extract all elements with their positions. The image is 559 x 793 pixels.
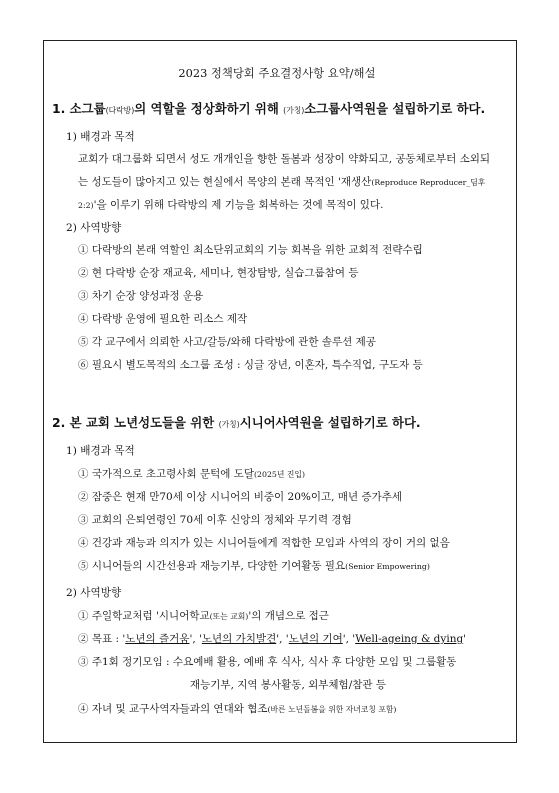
list-item-goals xyxy=(78,632,466,646)
list-item-note: (바른 노년돌봄을 위한 자녀코칭 포함) xyxy=(267,705,397,714)
goal-well-ageing: Well-ageing & dying xyxy=(355,633,464,645)
list-item-note: (또는 교회) xyxy=(209,612,249,621)
paragraph-note: (Reproduce Reproducer_딤후 xyxy=(371,178,486,187)
list-item xyxy=(78,609,329,624)
section-2-heading-note: (가칭) xyxy=(218,420,240,429)
section-1-background-text xyxy=(78,198,383,213)
list-item: ③ 교회의 은퇴연령인 70세 이후 신앙의 정체와 무기력 경험 xyxy=(78,514,352,526)
goal-joy: 노년의 즐거움 xyxy=(125,633,190,645)
list-item-continuation: 재능기부, 지역 봉사활동, 외부체험/참관 등 xyxy=(190,679,386,691)
list-item: ③ 차기 순장 양성과정 운용 xyxy=(78,290,204,302)
list-item-note: (Senior Empowering) xyxy=(345,562,430,571)
section-2-heading-part: 2. 본 교회 노년성도들을 위한 xyxy=(52,415,219,430)
section-2-heading-part: 시니어사역원을 설립하기로 하다. xyxy=(239,415,421,430)
paragraph-note: 2:2) xyxy=(78,201,94,210)
list-item-text: '의 개념으로 접근 xyxy=(248,610,329,622)
list-item: ② 잠중은 현재 만70세 이상 시니어의 비중이 20%이고, 매년 증가추세 xyxy=(78,491,403,503)
goals-separator: ', ' xyxy=(276,633,289,645)
section-2-heading xyxy=(52,416,421,432)
list-item-text: ① 국가적으로 초고령사회 문턱에 도달 xyxy=(78,468,254,480)
section-1-direction-title: 2) 사역방향 xyxy=(66,222,122,234)
section-1-heading-part: 1. 소그룹 xyxy=(52,101,106,116)
list-item: ④ 다락방 운영에 필요한 리소스 제작 xyxy=(78,313,248,325)
section-1-background-text: 교회가 대그룹화 되면서 성도 개개인을 향한 돌봄과 성장이 약화되고, 공동체로부터 소외되 xyxy=(78,153,491,165)
list-item: ④ 건강과 재능과 의지가 있는 시니어들에게 적합한 모임과 사역의 장이 거의 없음 xyxy=(78,537,450,549)
document-title: 2023 정책당회 주요결정사항 요약/해설 xyxy=(178,66,376,80)
list-item: ⑤ 각 교구에서 의뢰한 사고/갈등/와해 다락방에 관한 솔루션 제공 xyxy=(78,336,376,348)
document-frame xyxy=(43,40,517,743)
list-item-text: ⑤ 시니어들의 시간선용과 재능기부, 다양한 기여활동 필요 xyxy=(78,560,346,572)
list-item: ③ 주1회 정기모임 : 수요예배 활용, 예배 후 식사, 식사 후 다양한 모임 및 그룹활동 xyxy=(78,656,457,668)
section-2-background-title: 1) 배경과 목적 xyxy=(66,445,135,457)
paragraph-part: 는 성도들이 많아지고 있는 현실에서 목양의 본래 목적인 '재생산 xyxy=(78,176,372,188)
section-2-direction-title: 2) 사역방향 xyxy=(66,587,122,599)
list-item: ① 다락방의 본래 역할인 최소단위교회의 기능 회복을 위한 교회적 전략수립 xyxy=(78,244,423,256)
goal-value: 노년의 가치발견 xyxy=(201,633,277,645)
list-item-text: ① 주일학교처럼 '시니어학교 xyxy=(78,610,210,622)
section-1-heading-part: 의 역할을 정상화하기 위해 xyxy=(134,101,284,116)
goal-contribution: 노년의 기여 xyxy=(288,633,343,645)
goals-end: ' xyxy=(463,633,467,645)
section-1-heading-note: (가칭) xyxy=(283,106,305,115)
goals-prefix: ② 목표 : ' xyxy=(78,633,126,645)
section-1-background-text xyxy=(78,175,485,190)
list-item: ⑥ 필요시 별도목적의 소그룹 조성 : 싱글 장년, 이혼자, 특수직업, 구도자 등 xyxy=(78,359,423,371)
list-item xyxy=(78,702,396,717)
paragraph-part: '을 이루기 위해 다락방의 제 기능을 회복하는 것에 목적이 있다. xyxy=(93,199,384,211)
list-item xyxy=(78,559,430,574)
list-item: ② 현 다락방 순장 재교육, 세미나, 현장탐방, 실습그룹참여 등 xyxy=(78,267,359,279)
section-1-heading xyxy=(52,102,485,118)
goals-separator: ', ' xyxy=(342,633,356,645)
goals-separator: ', ' xyxy=(189,633,202,645)
section-1-background-title: 1) 배경과 목적 xyxy=(66,131,135,143)
section-1-heading-part: 소그룹사역원을 설립하기로 하다. xyxy=(304,101,486,116)
section-1-heading-note: (다락방) xyxy=(105,106,135,115)
list-item-text: ④ 자녀 및 교구사역자들과의 연대와 협조 xyxy=(78,703,268,715)
list-item-note: (2025년 진입) xyxy=(254,470,305,479)
list-item xyxy=(78,467,305,482)
